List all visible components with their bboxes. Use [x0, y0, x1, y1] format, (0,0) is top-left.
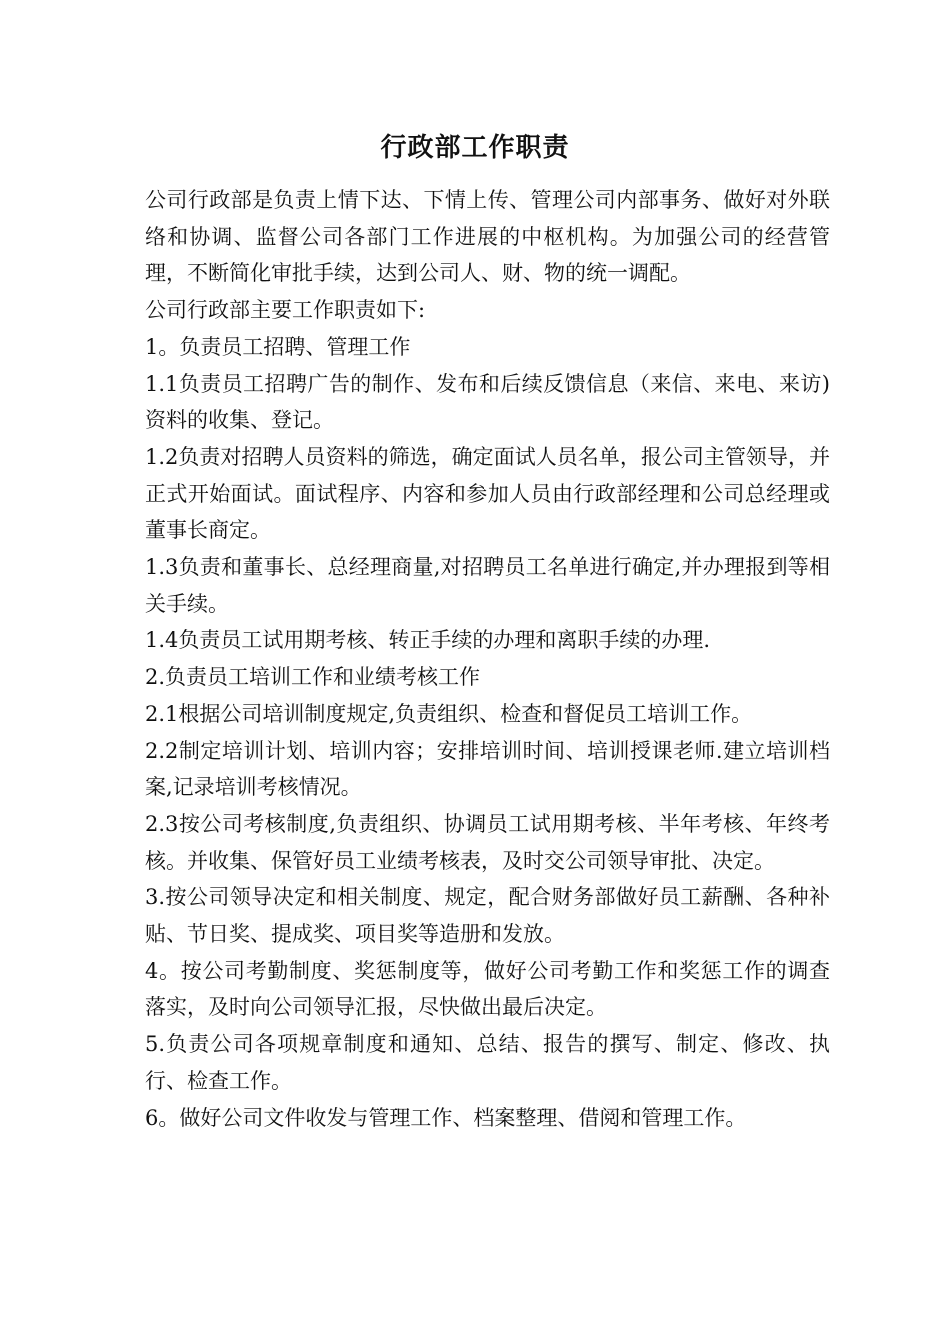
- paragraph-duties-heading: 公司行政部主要工作职责如下:: [145, 298, 426, 323]
- item-2-1: 2.1根据公司培训制度规定,负责组织、检查和督促员工培训工作。: [145, 701, 753, 726]
- item-1-1: 1.1负责员工招聘广告的制作、发布和后续反馈信息（来信、来电、来访)资料的收集、登记。: [145, 371, 830, 433]
- section-2-heading: 2.负责员工培训工作和业绩考核工作: [145, 665, 481, 690]
- document-title: 行政部工作职责: [380, 133, 570, 163]
- section-5: 5.负责公司各项规章制度和通知、总结、报告的撰写、制定、修改、执行、检查工作。: [145, 1032, 830, 1093]
- item-1-2: 1.2负责对招聘人员资料的筛选，确定面试人员名单，报公司主管领导，并正式开始面试。面试程序、内容和参加人员由行政部经理和公司总经理或董事长商定。: [145, 444, 830, 543]
- section-1-heading: 1。负责员工招聘、管理工作: [145, 334, 411, 359]
- item-1-3: 1.3负责和董事长、总经理商量,对招聘员工名单进行确定,并办理报到等相关手续。: [145, 555, 830, 616]
- section-4: 4。按公司考勤制度、奖惩制度等，做好公司考勤工作和奖惩工作的调查落实，及时向公司领导汇报，尽快做出最后决定。: [145, 958, 830, 1020]
- document-body: [145, 182, 830, 1136]
- paragraph-intro: 公司行政部是负责上情下达、下情上传、管理公司内部事务、做好对外联络和协调、监督公司各部门工作进展的中枢机构。为加强公司的经营管理，不断简化审批手续，达到公司人、财、物的统一调配。: [145, 188, 830, 286]
- item-1-4: 1.4负责员工试用期考核、转正手续的办理和离职手续的办理.: [145, 628, 711, 653]
- section-3: 3.按公司领导决定和相关制度、规定，配合财务部做好员工薪酬、各种补贴、节日奖、提成奖、项目奖等造册和发放。: [145, 885, 830, 947]
- item-2-3: 2.3按公司考核制度,负责组织、协调员工试用期考核、半年考核、年终考核。并收集、保管好员工业绩考核表，及时交公司领导审批、决定。: [145, 811, 830, 873]
- section-6: 6。做好公司文件收发与管理工作、档案整理、借阅和管理工作。: [145, 1105, 747, 1130]
- item-2-2: 2.2制定培训计划、培训内容；安排培训时间、培训授课老师.建立培训档案,记录培训考核情况。: [145, 738, 830, 800]
